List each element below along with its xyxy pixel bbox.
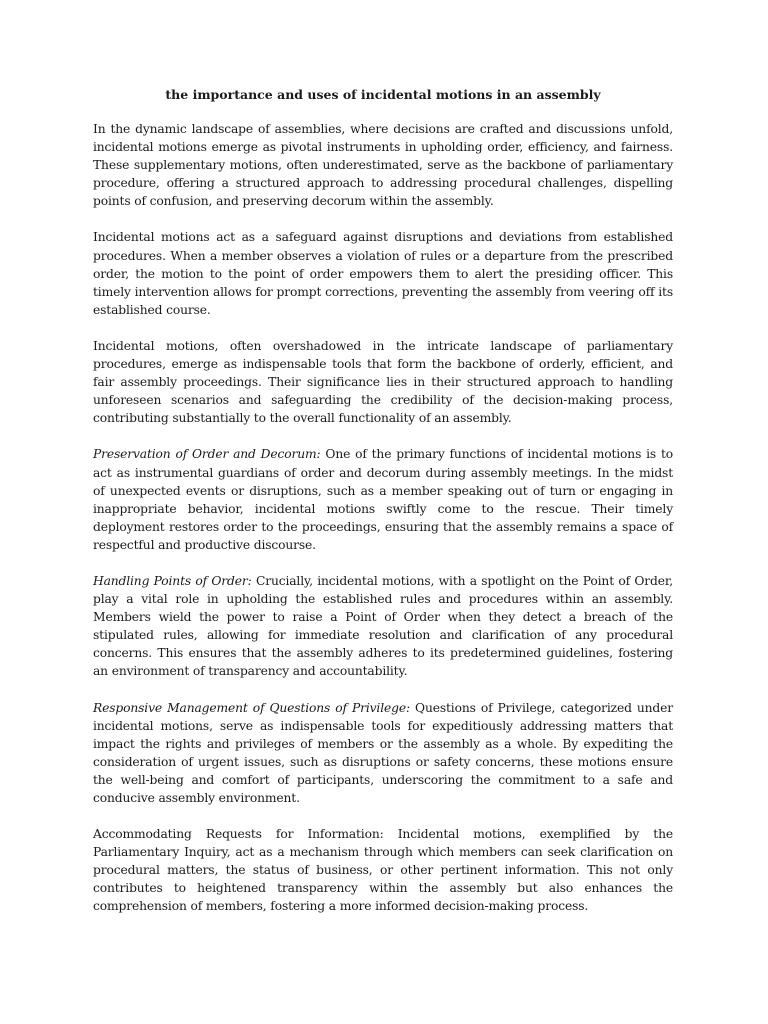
paragraph-text: Incidental motions act as a safeguard against disruptions and deviations from established procedures. When a member observes a violation of rules or a departure from the prescribed order, the motion to the point of order empowers them to alert the presiding officer. This timely intervention allows for prompt corrections, preventing the assembly from veering off its established course.	[93, 230, 673, 317]
paragraph-significance	[93, 337, 673, 427]
paragraph-order-decorum	[93, 445, 673, 554]
document-title: the importance and uses of incidental motions in an assembly	[165, 87, 601, 102]
paragraph-requests-for-information	[93, 825, 673, 915]
paragraph-text: In the dynamic landscape of assemblies, where decisions are crafted and discussions unfold, incidental motions emerge as pivotal instruments in upholding order, efficiency, and fairness. These supplementary motions, often underestimated, serve as the backbone of parliamentary procedure, offering a structured approach to addressing procedural challenges, dispelling points of confusion, and preserving decorum within the assembly.	[93, 122, 673, 209]
paragraph-lead: Preservation of Order and Decorum:	[93, 447, 321, 462]
paragraph-text: One of the primary functions of incidental motions is to act as instrumental guardians of order and decorum during assembly meetings. In the midst of unexpected events or disruptions, such as a member speaking out of turn or engaging in inappropriate behavior, incidental motions swiftly come to the rescue. Their timely deployment restores order to the proceedings, ensuring that the assembly remains a space of respectful and productive discourse.	[93, 447, 673, 552]
paragraph-lead: Handling Points of Order:	[93, 573, 252, 588]
paragraph-questions-of-privilege	[93, 699, 673, 808]
paragraph-points-of-order	[93, 572, 673, 681]
paragraph-safeguard	[93, 228, 673, 318]
paragraph-intro	[93, 120, 673, 210]
paragraph-text: Accommodating Requests for Information: Incidental motions, exemplified by the Parliamentary Inquiry, act as a mechanism through which members can seek clarification on procedural matters, the status of business, or other pertinent information. This not only contributes to heightened transparency within the assembly but also enhances the comprehension of members, fostering a more informed decision-making process.	[93, 827, 673, 914]
paragraph-text: Incidental motions, often overshadowed in the intricate landscape of parliamentary procedures, emerge as indispensable tools that form the backbone of orderly, efficient, and fair assembly proceedings. Their significance lies in their structured approach to handling unforeseen scenarios and safeguarding the credibility of the decision-making process, contributing substantially to the overall functionality of an assembly.	[93, 338, 673, 426]
paragraph-text: Questions of Privilege, categorized under incidental motions, serve as indispensable tools for expeditiously addressing matters that impact the rights and privileges of members or the assembly as a whole. By expediting the consideration of urgent issues, such as disruptions or safety concerns, these motions ensure the well-being and comfort of participants, underscoring the commitment to a safe and conducive assembly environment.	[93, 700, 673, 805]
paragraph-text: Crucially, incidental motions, with a spotlight on the Point of Order, play a vital role in upholding the established rules and procedures within an assembly. Members wield the power to raise a Point of Order when they detect a breach of the stipulated rules, allowing for immediate resolution and clarification of any procedural concerns. This ensures that the assembly adheres to its predetermined guidelines, fostering an environment of transparency and accountability.	[93, 573, 673, 679]
document-page	[93, 86, 673, 934]
paragraph-lead: Responsive Management of Questions of Privilege:	[93, 700, 410, 715]
